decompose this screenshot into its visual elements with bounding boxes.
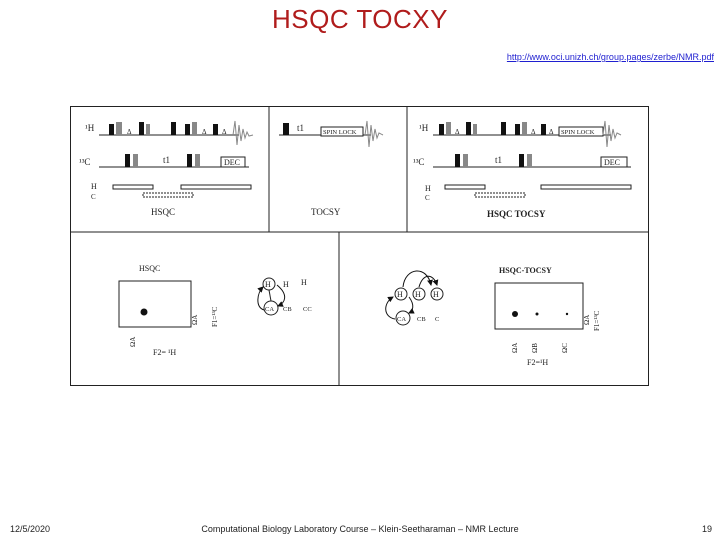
- svg-text:CC: CC: [303, 306, 312, 313]
- nmr-figure: [70, 106, 649, 386]
- svg-text:Δ: Δ: [222, 128, 227, 136]
- svg-text:H: H: [283, 280, 289, 289]
- tocsy-peak-c: [566, 313, 568, 315]
- svg-text:t1: t1: [163, 155, 171, 165]
- svg-text:¹³C: ¹³C: [413, 157, 425, 167]
- c13-channel-label: ¹³C: [79, 157, 91, 167]
- molecule-hsqc-tocsy: [386, 271, 443, 325]
- page-number: 19: [701, 524, 712, 534]
- molecule-hsqc: [258, 278, 312, 315]
- svg-text:t1: t1: [495, 155, 503, 165]
- svg-text:ΩC: ΩC: [561, 343, 569, 353]
- tocsy-peak-a: [512, 311, 518, 317]
- svg-text:F2=¹H: F2=¹H: [527, 358, 549, 367]
- hsqc-caption: HSQC: [151, 207, 176, 217]
- svg-text:SPIN LOCK: SPIN LOCK: [561, 129, 595, 136]
- svg-text:C: C: [435, 316, 440, 323]
- footer-course: Computational Biology Laboratory Course – Klein-Seetharaman – NMR Lecture: [201, 524, 519, 534]
- svg-text:H: H: [397, 290, 403, 299]
- svg-text:H: H: [433, 290, 439, 299]
- svg-text:Δ: Δ: [202, 128, 207, 136]
- hsqc-tocsy-sequence: [413, 121, 631, 219]
- tocsy-caption: TOCSY: [311, 207, 341, 217]
- svg-text:H: H: [91, 182, 97, 191]
- h1-channel-label: ¹H: [85, 123, 95, 133]
- svg-text:Δ: Δ: [549, 128, 554, 136]
- svg-text:CB: CB: [283, 306, 292, 313]
- svg-text:F1=¹³C: F1=¹³C: [211, 306, 219, 327]
- figure-svg: [71, 107, 648, 385]
- svg-text:DEC: DEC: [604, 158, 620, 167]
- svg-text:H: H: [415, 290, 421, 299]
- svg-text:t1: t1: [297, 123, 305, 133]
- hsqc-tocsy-caption: HSQC TOCSY: [487, 209, 546, 219]
- source-link[interactable]: http://www.oci.unizh.ch/group.pages/zerbe/NMR.pdf: [506, 52, 714, 62]
- svg-text:ΩA: ΩA: [511, 342, 519, 353]
- svg-text:H: H: [425, 184, 431, 193]
- svg-text:F2= ¹H: F2= ¹H: [153, 348, 177, 357]
- svg-text:HSQC-TOCSY: HSQC-TOCSY: [499, 266, 552, 275]
- tocsy-sequence: [279, 121, 383, 217]
- svg-text:C: C: [91, 193, 96, 201]
- svg-text:Δ: Δ: [127, 128, 132, 136]
- tocsy-peak-b: [536, 313, 539, 316]
- svg-text:SPIN LOCK: SPIN LOCK: [323, 129, 357, 136]
- slide-title: HSQC TOCXY: [272, 4, 448, 34]
- svg-text:CA: CA: [397, 316, 407, 323]
- svg-text:CB: CB: [417, 316, 426, 323]
- svg-text:F1=¹³C: F1=¹³C: [593, 310, 601, 331]
- svg-text:C: C: [425, 194, 430, 202]
- svg-text:H: H: [265, 280, 271, 289]
- hsqc-tocsy-spectrum: [495, 266, 601, 367]
- svg-text:CA: CA: [265, 306, 275, 313]
- svg-text:Δ: Δ: [455, 128, 460, 136]
- svg-text:H: H: [301, 278, 307, 287]
- hsqc-spectrum: [119, 264, 219, 357]
- hsqc-sequence: [79, 121, 253, 217]
- svg-text:¹H: ¹H: [419, 123, 429, 133]
- svg-text:ΩA: ΩA: [129, 336, 137, 347]
- footer-date: 12/5/2020: [10, 524, 51, 534]
- hsqc-peak-a: [141, 309, 148, 316]
- svg-text:Δ: Δ: [531, 128, 536, 136]
- svg-text:ΩA: ΩA: [191, 314, 199, 325]
- svg-text:DEC: DEC: [224, 158, 240, 167]
- svg-text:HSQC: HSQC: [139, 264, 161, 273]
- svg-text:ΩA: ΩA: [583, 314, 591, 325]
- svg-text:ΩB: ΩB: [531, 343, 539, 353]
